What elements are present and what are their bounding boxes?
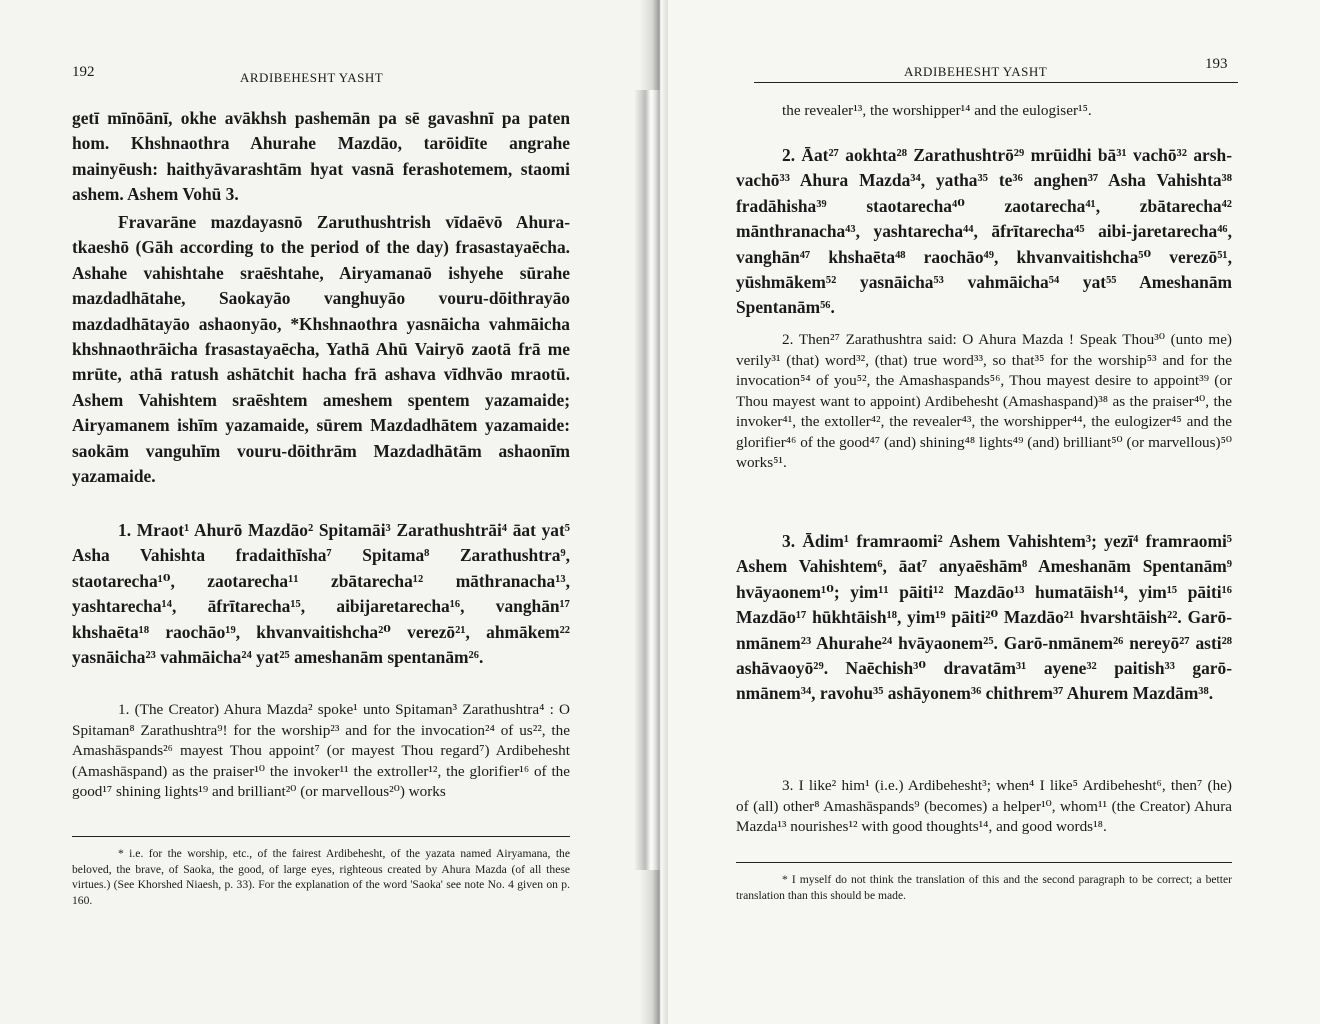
translation-verse-2: 2. Then²⁷ Zarathushtra said: O Ahura Mazda ! Speak Thou³⁰ (unto me) verily³¹ (that) word³², (that) true word³³, so that³⁵ for the worship⁵³ and for the invocation⁵⁴ of you⁵², the Amashaspands⁵⁶, Thou mayest desire to appoint³⁹ (or Thou mayest want to appoint) Ardibehesht (Amashaspand)³⁸ as the praiser⁴⁰, the invoker⁴¹, the extoller⁴², the revealer⁴³, the worshipper⁴⁴, the eulogizer⁴⁵ and the glorifier⁴⁶ of the good⁴⁷ (and) shining⁴⁸ lights⁴⁹ (and) brilliant⁵⁰ (or marvellous)⁵⁰ works⁵¹. <box>736 331 1232 471</box>
footnote: * I myself do not think the translation of this and the second paragraph to be correct; a better translation than this should be made. <box>736 873 1232 902</box>
left-page <box>0 0 652 1024</box>
translation-verse-3: 3. I like² him¹ (i.e.) Ardibehesht³; when⁴ I like⁵ Ardibehesht⁶, then⁷ (he) of (all) other⁸ Amashāspands⁹ (becomes) a helper¹⁰, whom¹¹ (the Creator) Ahura Mazda¹³ nourishes¹² with good thoughts¹⁴, and good words¹⁸. <box>736 777 1232 835</box>
avestan-verse-2: 2. Āat²⁷ aokhta²⁸ Zarathushtrō²⁹ mrūidhi bā³¹ vachō³² arsh-vachō³³ Ahura Mazda³⁴, yatha³⁵ te³⁶ anghen³⁷ Asha Vahishta³⁸ fradāhisha³⁹ staotarecha⁴⁰ zaotarecha⁴¹, zbātarecha⁴² mānthranacha⁴³, yashtarecha⁴⁴, āfrītarecha⁴⁵ aibi-jaretarecha⁴⁶, vanghān⁴⁷ khshaēta⁴⁸ raochāo⁴⁹, khvanvaitishcha⁵⁰ verezō⁵¹, yūshmākem⁵² yasnāicha⁵³ vahmāicha⁵⁴ yat⁵⁵ Ameshanām Spentanām⁵⁶. <box>736 145 1232 318</box>
translation-continued: the revealer¹³, the worshipper¹⁴ and the eulogiser¹⁵. <box>782 102 1092 119</box>
footnote: * i.e. for the worship, etc., of the fairest Ardibehesht, of the yazata named Airyamana, the beloved, the brave, of Saoka, the good, of large eyes, righteous created by Ahura Mazda (of all these virtues.) (See Khorshed Niaesh, p. 33). For the explanation of the word 'Saoka' see note No. 4 given on p. 160. <box>72 847 570 907</box>
avestan-verse-3: 3. Ādim¹ framraomi² Ashem Vahishtem³; yezī⁴ framraomi⁵ Ashem Vahishtem⁶, āat⁷ anyaēshām⁸ Ameshanām Spentanām⁹ hvāyaonem¹⁰; yim¹¹ pāiti¹² Mazdāo¹³ humatāish¹⁴, yim¹⁵ pāiti¹⁶ Mazdāo¹⁷ hūkhtāish¹⁸, yim¹⁹ pāiti²⁰ Mazdāo²¹ hvarshtāish²². Garō-nmānem²³ Ahurahe²⁴ hvāyaonem²⁵. Garō-nmānem²⁶ nereyō²⁷ asti²⁸ ashāvaoyō²⁹. Naēchish³⁰ dravatām³¹ ayene³² paitish³³ garō-nmānem³⁴, ravohu³⁵ ashāyonem³⁶ chithrem³⁷ Ahurem Mazdām³⁸. <box>736 531 1232 704</box>
right-page <box>668 0 1320 1024</box>
translation-verse-1: 1. (The Creator) Ahura Mazda² spoke¹ unto Spitaman³ Zarathushtra⁴ : O Spitaman⁸ Zarathushtra⁹! for the worship²³ and for the invocation²⁴ of us²², the Amashāspands²⁶ mayest Thou appoint⁷ (or mayest Thou regard⁷) Ardibehesht (Amashāspand) as the praiser¹⁰ the invoker¹¹ the extroller¹², the glorifier¹⁶ of the good¹⁷ shining lights¹⁹ and brilliant²⁰ (or marvellous²⁰) works <box>72 701 570 800</box>
avestan-paragraph-opening: getī mīnōānī, okhe avākhsh pashemān pa sē gavashnī pa paten hom. Khshnaothra Ahurahe Mazdāo, tarōidīte angrahe mainyēush: haithyāvarashtām hyat vasnā ferashotemem, staomi ashem. Ashem Vohū 3. <box>72 108 570 205</box>
running-head: ARDIBEHESHT YASHT <box>240 70 384 85</box>
footnote-rule <box>72 836 570 837</box>
avestan-paragraph-fravarane: Fravarāne mazdayasnō Zaruthushtrish vīdaēvō Ahura-tkaeshō (Gāh according to the period of the day) frasastayaēcha. Ashahe vahishtahe sraēshtahe, Airyamanaō ishyehe sūrahe mazdadhātahe, Saokayāo vanghuyāo vouru-dōithrayāo mazdadhātayāo ashaonyāo, *Khshnaothra yasnāicha vahmāicha khshnaothrāicha frasastayaēcha, Yathā Ahū Vairyō zaotā frā me mrūte, athā ratush ashātchit hacha frā ashava vīdhvāo mraotū. Ashem Vahishtem sraēshtem ameshem spentem yazamaide; Airyamanem ishīm yazamaide, sūrem Mazdadhātem yazamaide: saokām vanguhīm vouru-dōithrām Mazdadhātām ashaonīm yazamaide. <box>72 212 570 487</box>
footnote-rule <box>736 862 1232 863</box>
avestan-verse-1: 1. Mraot¹ Ahurō Mazdāo² Spitamāi³ Zarathushtrāi⁴ āat yat⁵ Asha Vahishta fradaithīsha⁷ Spitama⁸ Zarathushtra⁹, staotarecha¹⁰, zaotarecha¹¹ zbātarecha¹² māthranacha¹³, yashtarecha¹⁴, āfrītarecha¹⁵, aibijaretarecha¹⁶, vanghān¹⁷ khshaēta¹⁸ raochāo¹⁹, khvanvaitishcha²⁰ verezō²¹, ahmākem²² yasnāicha²³ vahmāicha²⁴ yat²⁵ ameshanām spentanām²⁶. <box>72 520 570 668</box>
page-number: 193 <box>1205 56 1228 72</box>
header-rule <box>754 82 1238 83</box>
page-number: 192 <box>72 64 95 80</box>
gutter-tear <box>634 90 662 870</box>
running-head: ARDIBEHESHT YASHT <box>904 64 1048 79</box>
